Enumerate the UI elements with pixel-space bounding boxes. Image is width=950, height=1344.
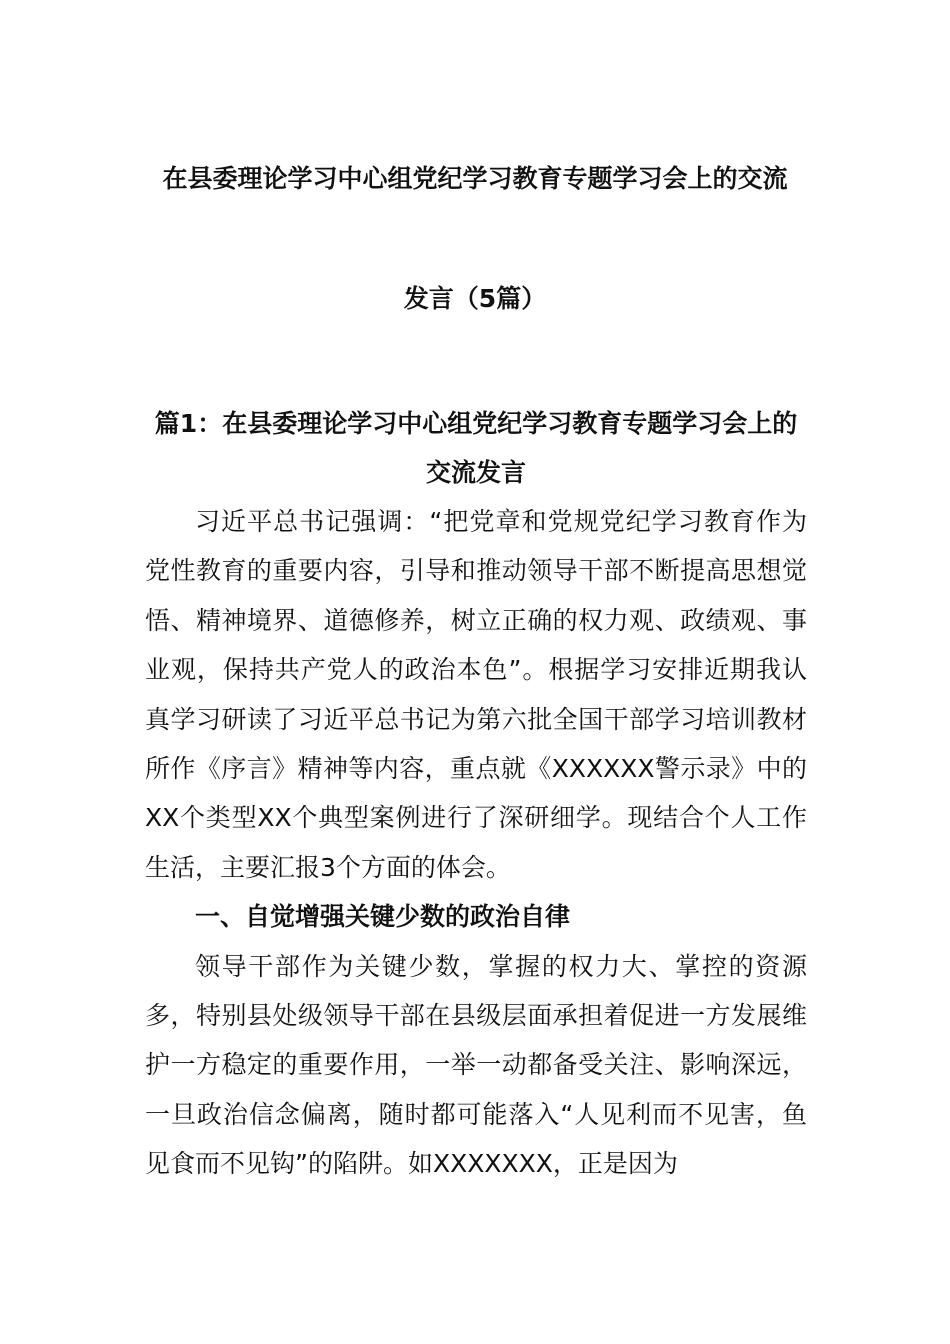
document-body (145, 399, 807, 1189)
subheading-political-self-discipline: 一、自觉增强关键少数的政治自律 (195, 902, 571, 932)
paragraph-intro: 习近平总书记强调：“把党章和党规党纪学习教育作为党性教育的重要内容，引导和推动领导干部不断提高思想觉悟、精神境界、道德修养，树立正确的权力观、政绩观、事业观，保持共产党人的政治本色”。根据学习安排近期我认真学习研读了习近平总书记为第六批全国干部学习培训教材所作《序言》精神等内容，重点就《XXXXXX警示录》中的XX个类型XX个典型案例进行了深研细学。现结合个人工作生活，主要汇报3个方面的体会。 (145, 507, 807, 882)
paragraph-key-minority: 领导干部作为关键少数，掌握的权力大、掌控的资源多，特别县处级领导干部在县级层面承担着促进一方发展维护一方稳定的重要作用，一举一动都备受关注、影响深远，一旦政治信念偏离，随时都可能落入“人见利而不见害，鱼见食而不见钩”的陷阱。如XXXXXXX，正是因为 (145, 951, 807, 1179)
section-title: 篇1：在县委理论学习中心组党纪学习教育专题学习会上的交流发言 (154, 409, 798, 487)
document-title-line-2: 发言（5篇） (403, 284, 547, 313)
document-title-line-1: 在县委理论学习中心组党纪学习教育专题学习会上的交流 (162, 164, 788, 193)
